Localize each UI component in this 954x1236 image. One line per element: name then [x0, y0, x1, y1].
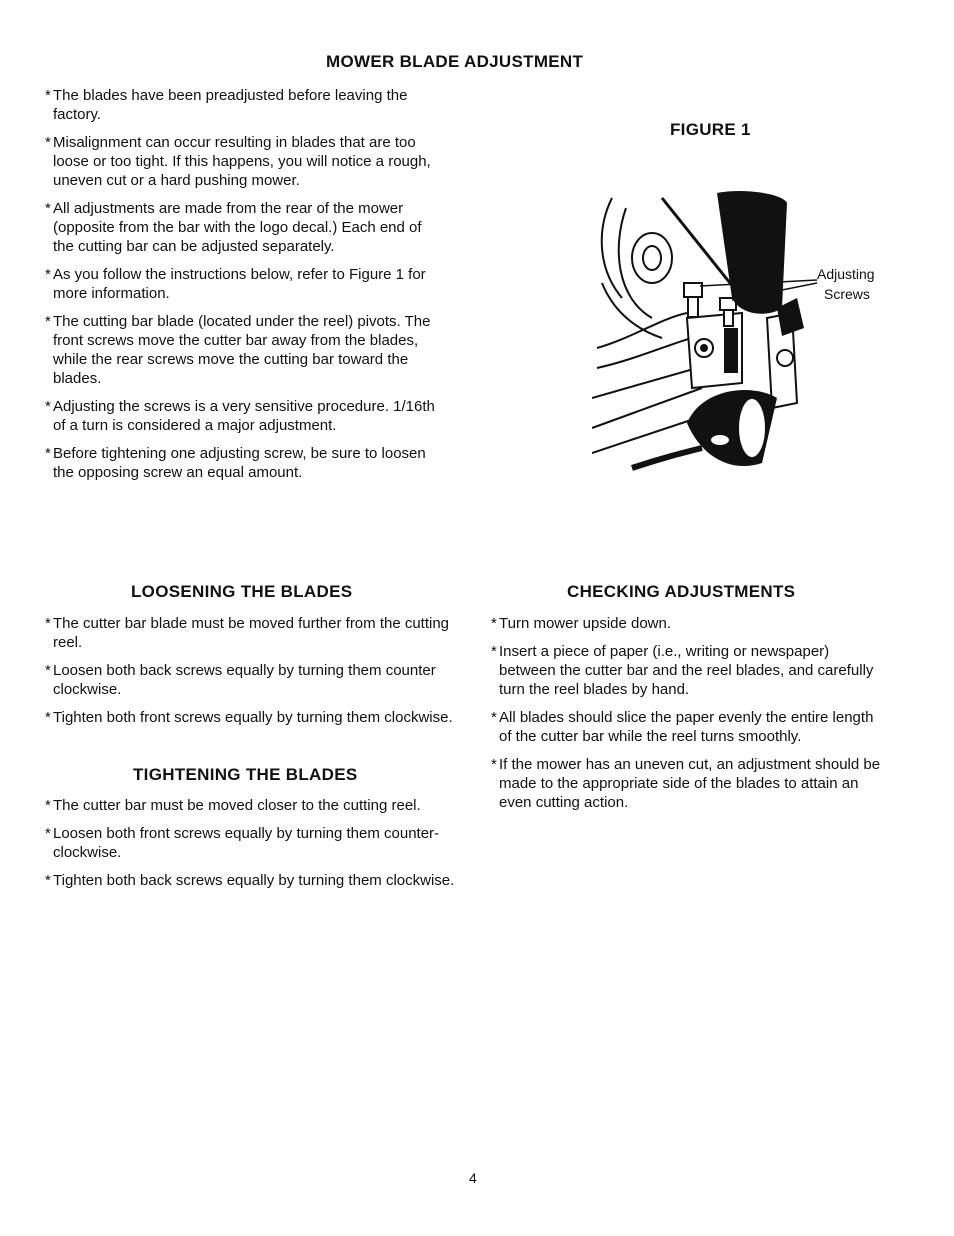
list-item: * Tighten both back screws equally by turning them clockwise. — [45, 871, 455, 890]
list-item: * If the mower has an uneven cut, an adjustment should be made to the appropriate side of the blades to attain an even cutting action. — [491, 755, 889, 812]
intro-list — [45, 86, 445, 491]
list-item: * The cutting bar blade (located under the reel) pivots. The front screws move the cutter bar away from the blades, while the rear screws move the cutting bar toward the blades. — [45, 312, 445, 388]
list-item: * All adjustments are made from the rear of the mower (opposite from the bar with the logo decal.) Each end of the cutting bar can be adjusted separately. — [45, 199, 445, 256]
loosening-list — [45, 614, 455, 736]
list-item: * Turn mower upside down. — [491, 614, 889, 633]
section-title-tightening: TIGHTENING THE BLADES — [133, 765, 358, 784]
figure-label-adjusting: Adjusting — [817, 266, 875, 282]
list-item: * All blades should slice the paper evenly the entire length of the cutter bar while the reel turns smoothly. — [491, 708, 889, 746]
page-title: MOWER BLADE ADJUSTMENT — [326, 52, 584, 71]
list-item: * Misalignment can occur resulting in blades that are too loose or too tight. If this happens, you will notice a rough, uneven cut or a hard pushing mower. — [45, 133, 445, 190]
list-item: * The cutter bar must be moved closer to the cutting reel. — [45, 796, 455, 815]
blade-adjustment-illustration — [592, 188, 822, 473]
list-item: * Insert a piece of paper (i.e., writing or newspaper) between the cutter bar and the reel blades, and carefully turn the reel blades by hand. — [491, 642, 889, 699]
figure-label-screws: Screws — [824, 286, 870, 302]
list-item: * The blades have been preadjusted before leaving the factory. — [45, 86, 445, 124]
list-item: * Loosen both back screws equally by turning them counter clockwise. — [45, 661, 455, 699]
list-item: * Before tightening one adjusting screw, be sure to loosen the opposing screw an equal amount. — [45, 444, 445, 482]
list-item: * The cutter bar blade must be moved further from the cutting reel. — [45, 614, 455, 652]
list-item: * As you follow the instructions below, refer to Figure 1 for more information. — [45, 265, 445, 303]
list-item: * Tighten both front screws equally by turning them clockwise. — [45, 708, 455, 727]
page-number: 4 — [469, 1170, 477, 1186]
figure-title: FIGURE 1 — [670, 120, 751, 139]
section-title-loosening: LOOSENING THE BLADES — [131, 582, 353, 601]
checking-list — [491, 614, 889, 821]
list-item: * Adjusting the screws is a very sensitive procedure. 1/16th of a turn is considered a major adjustment. — [45, 397, 445, 435]
list-item: * Loosen both front screws equally by turning them counter-clockwise. — [45, 824, 455, 862]
section-title-checking: CHECKING ADJUSTMENTS — [567, 582, 796, 601]
tightening-list — [45, 796, 455, 899]
